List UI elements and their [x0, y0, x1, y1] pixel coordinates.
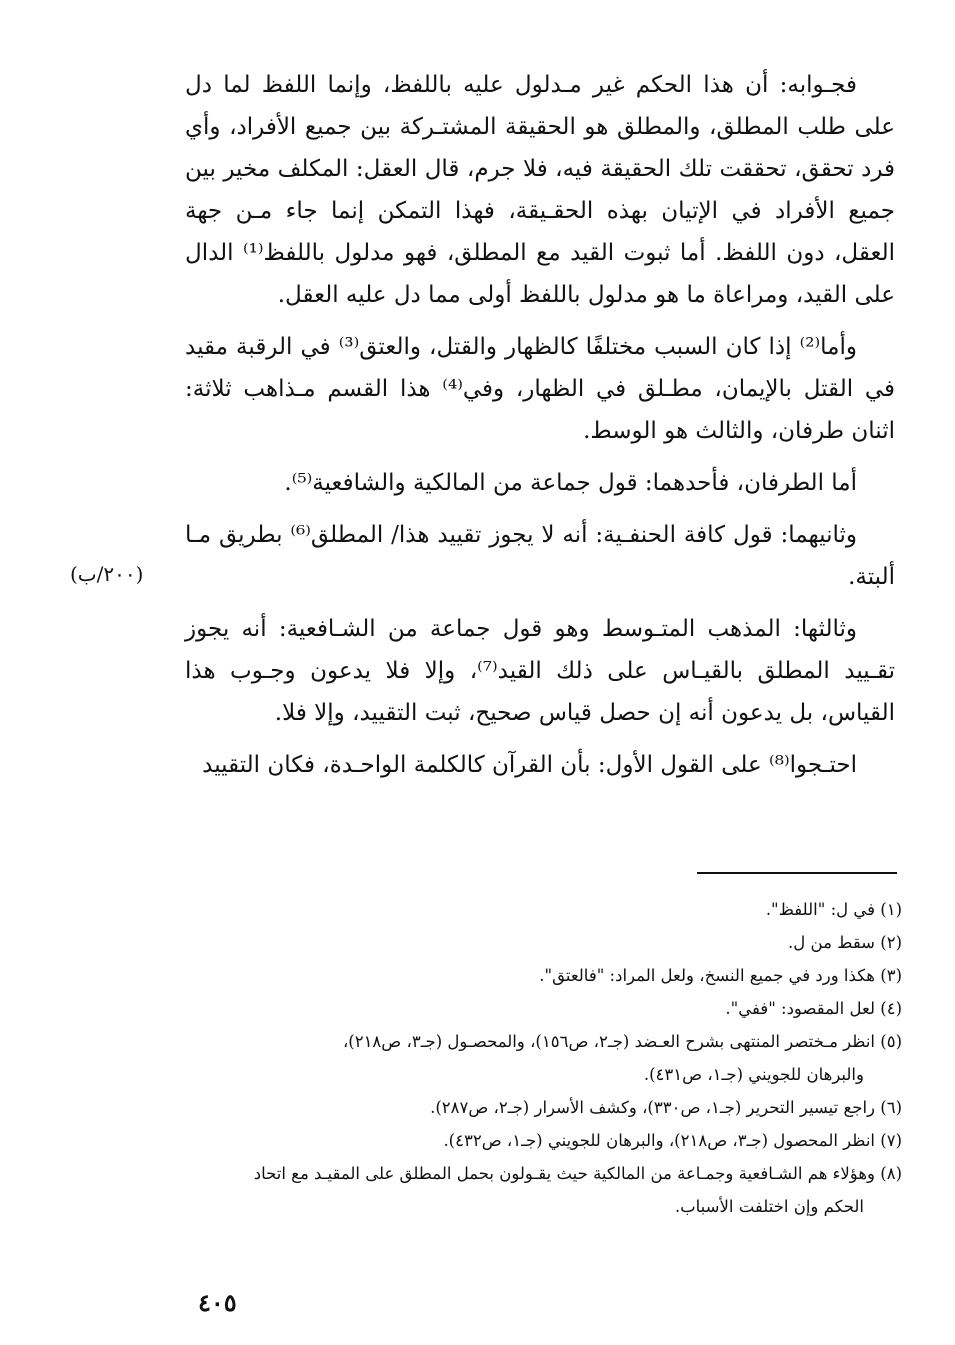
paragraph-third-view: وثالثها: المذهب المتـوسط وهو قول جماعة من الشـافعية: أنه يجوز تقـييد المطلق بالقيـاس على ذلك القيد⁽⁷⁾، وإلا فلا يدعون وجـوب هذا القياس، بل يدعون أنه إن حصل قياس صحيح، ثبت التقييد، وإلا فلا.: [185, 616, 895, 726]
footnotes: [190, 893, 902, 1223]
paragraph-different-cause: وأما⁽²⁾ إذا كان السبب مختلفًا كالظهار والقتل، والعتق⁽³⁾ في الرقبة مقيد في القتل بالإيمان، مطـلق في الظهار، وفي⁽⁴⁾ هذا القسم مـذاهب ثلاثة: اثنان طرفان، والثالث هو الوسط.: [185, 334, 896, 444]
paragraph-argument: احتـجوا⁽⁸⁾ على القول الأول: بأن القرآن كالكلمة الواحـدة، فكان التقييد: [202, 752, 857, 778]
paragraph-second-view: وثانيهما: قول كافة الحنفـية: أنه لا يجوز تقييد هذا/ المطلق⁽⁶⁾ بطريق مـا ألبتة.: [185, 522, 895, 590]
footnote-5-line-2: والبرهان للجويني (جـ١، ص٤٣١).: [643, 1065, 864, 1084]
footnote-3: (٣) هكذا ورد في جميع النسخ، ولعل المراد: "فالعتق".: [539, 966, 902, 985]
footnote-1: (١) في ل: "اللفظ".: [765, 900, 902, 919]
manuscript-folio-marker: (٢٠٠/ب): [70, 562, 144, 586]
paragraph-answer: فجـوابه: أن هذا الحكم غير مـدلول عليه باللفظ، وإنما اللفظ لما دل على طلب المطلق، والمطلق هو الحقيقة المشتـركة بين جميع الأفراد، وأي فرد تحقق، تحققت تلك الحقيقة فيه، فلا جرم، قال العقل: المكلف مخير بين جميع الأفراد في الإتيان بهذه الحقـيقة، فهذا التمكن إنما جاء مـن جهة العقل، دون اللفظ. أما ثبوت القيد مع المطلق، فهو مدلول باللفظ⁽¹⁾ الدال على القيد، ومراعاة ما هو مدلول باللفظ أولى مما دل عليه العقل.: [185, 72, 895, 308]
footnote-4: (٤) لعل المقصود: "ففي".: [725, 999, 902, 1018]
footnote-8-line-1: (٨) وهؤلاء هم الشـافعية وجمـاعة من المالكية حيث يقـولون بحمل المطلق على المقيـد مع اتحاد: [253, 1164, 902, 1183]
footnote-5-line-1: (٥) انظر مـختصر المنتهى بشرح العـضد (جـ٢، ص١٥٦)، والمحصـول (جـ٣، ص٢١٨)،: [342, 1032, 902, 1051]
footnote-8: [190, 1157, 902, 1223]
footnote-7: (٧) انظر المحصول (جـ٣، ص٢١٨)، والبرهان للجويني (جـ١، ص٤٣٢).: [443, 1131, 902, 1150]
footnote-divider: [697, 872, 897, 874]
page-number: ٤٠٥: [198, 1288, 237, 1317]
footnote-2: (٢) سقط من ل.: [788, 933, 902, 952]
footnote-8-line-2: الحكم وإن اختلفت الأسباب.: [674, 1197, 864, 1216]
footnote-6: (٦) راجع تيسير التحرير (جـ١، ص٣٣٠)، وكشف الأسرار (جـ٢، ص٢٨٧).: [430, 1098, 902, 1117]
main-text: [185, 64, 895, 794]
footnote-5: [190, 1025, 902, 1091]
paragraph-two-extremes: أما الطرفان، فأحدهما: قول جماعة من المالكية والشافعية⁽⁵⁾.: [284, 470, 857, 496]
